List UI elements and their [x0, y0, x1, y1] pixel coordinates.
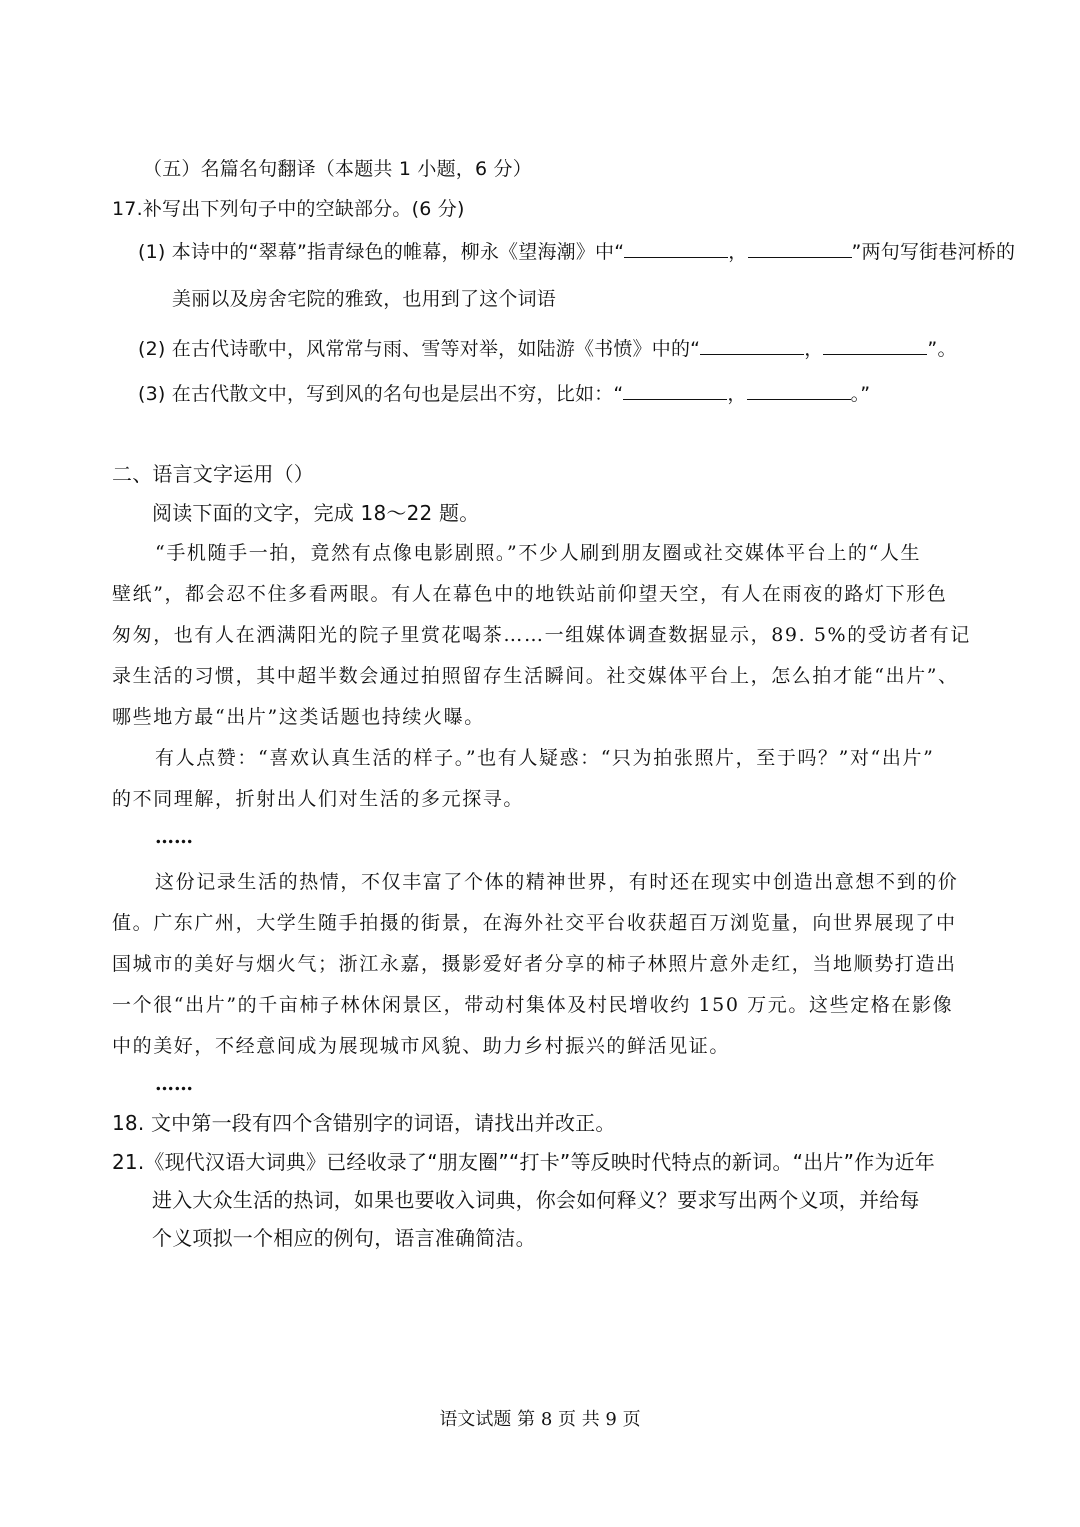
item-1-text-a: (1) 本诗中的“翠幕”指青绿色的帷幕，柳永《望海潮》中“ — [138, 241, 625, 263]
passage-line: 录生活的习惯，其中超半数会通过拍照留存生活瞬间。社交媒体平台上，怎么拍才能“出片”、 — [112, 665, 959, 687]
comma: ， — [804, 338, 824, 360]
question-18: 18. 文中第一段有四个含错别字的词语，请找出并改正。 — [112, 1111, 616, 1135]
passage-line: 有人点赞：“喜欢认真生活的样子。”也有人疑惑：“只为拍张照片，至于吗？”对“出片” — [155, 747, 935, 769]
comma: ， — [727, 383, 747, 405]
passage-ellipsis: …… — [155, 826, 193, 848]
answer-blank[interactable] — [748, 241, 852, 258]
passage-line: 中的美好，不经意间成为展现城市风貌、助力乡村振兴的鲜活见证。 — [112, 1035, 731, 1057]
item-2-text-b: ”。 — [927, 338, 957, 360]
question-17-item-2 — [138, 338, 957, 359]
answer-blank[interactable] — [624, 241, 728, 258]
answer-blank[interactable] — [747, 383, 851, 400]
passage-line: 的不同理解，折射出人们对生活的多元探寻。 — [112, 788, 525, 810]
item-1-text-b: ”两句写街巷河桥的 — [851, 241, 1016, 263]
answer-blank[interactable] — [823, 338, 927, 355]
question-17-stem: 17.补写出下列句子中的空缺部分。(6 分) — [112, 198, 465, 220]
answer-blank[interactable] — [700, 338, 804, 355]
item-2-text-a: (2) 在古代诗歌中，风常常与雨、雪等对举，如陆游《书愤》中的“ — [138, 338, 701, 360]
section-2-title: 二、语言文字运用（） — [112, 462, 314, 486]
question-21-line-3: 个义项拟一个相应的例句，语言准确简洁。 — [152, 1226, 536, 1250]
question-21-line-2: 进入大众生活的热词，如果也要收入词典，你会如何释义？要求写出两个义项，并给每 — [152, 1188, 920, 1212]
passage-ellipsis: …… — [155, 1073, 193, 1095]
comma: ， — [728, 241, 748, 263]
passage-line: 值。广东广州，大学生随手拍摄的街景，在海外社交平台收获超百万浏览量，向世界展现了中 — [112, 912, 957, 934]
passage-line: “手机随手一拍，竟然有点像电影剧照。”不少人刷到朋友圈或社交媒体平台上的“人生 — [155, 542, 922, 564]
question-17-item-1 — [138, 241, 1015, 262]
passage-line: 一个很“出片”的千亩柿子林休闲景区，带动村集体及村民增收约 150 万元。这些定格在影像 — [112, 994, 954, 1016]
question-17-item-3 — [138, 383, 870, 404]
passage-line: 这份记录生活的热情，不仅丰富了个体的精神世界，有时还在现实中创造出意想不到的价 — [155, 871, 959, 893]
section-2-instruction: 阅读下面的文字，完成 18～22 题。 — [152, 501, 480, 525]
passage-line: 国城市的美好与烟火气；浙江永嘉，摄影爱好者分享的柿子林照片意外走红，当地顺势打造出 — [112, 953, 957, 975]
item-3-text-a: (3) 在古代散文中，写到风的名句也是层出不穷，比如：“ — [138, 383, 624, 405]
answer-blank[interactable] — [623, 383, 727, 400]
passage-line: 哪些地方最“出片”这类话题也持续火曝。 — [112, 706, 485, 728]
page-footer: 语文试题 第 8 页 共 9 页 — [439, 1409, 641, 1430]
item-3-text-b: 。” — [850, 383, 871, 405]
section-5-title: （五）名篇名句翻译（本题共 1 小题，6 分） — [143, 158, 532, 180]
question-21-line-1: 21.《现代汉语大词典》已经收录了“朋友圈”“打卡”等反映时代特点的新词。“出片”作为近年 — [112, 1150, 935, 1174]
question-17-item-1-continued: 美丽以及房舍宅院的雅致，也用到了这个词语 — [172, 288, 557, 310]
passage-line: 壁纸”，都会忍不住多看两眼。有人在幕色中的地铁站前仰望天空，有人在雨夜的路灯下形色 — [112, 583, 948, 605]
passage-line: 匆匆，也有人在洒满阳光的院子里赏花喝茶……一组媒体调查数据显示，89. 5%的受访者有记 — [112, 624, 971, 646]
